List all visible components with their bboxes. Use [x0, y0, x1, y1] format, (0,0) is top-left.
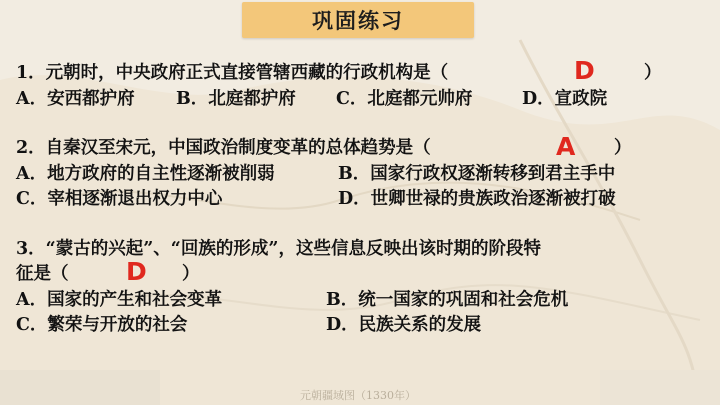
question-2-stem: 2．自秦汉至宋元，中国政治制度变革的总体趋势是（	[16, 138, 431, 158]
question-3-option-c: C．繁荣与开放的社会	[16, 315, 188, 335]
question-3-stem-2: 征是（	[16, 264, 69, 284]
question-2-option-a: A．地方政府的自主性逐渐被削弱	[16, 164, 275, 184]
question-3-option-a: A．国家的产生和社会变革	[16, 290, 223, 310]
question-2-option-b: B．国家行政权逐渐转移到君主手中	[338, 164, 616, 184]
question-1-option-d: D．宣政院	[522, 89, 608, 109]
question-1-stem: 1．元朝时，中央政府正式直接管辖西藏的行政机构是（	[16, 63, 449, 83]
question-3-stem: 3．“蒙古的兴起”、“回族的形成”，这些信息反映出该时期的阶段特	[16, 239, 541, 259]
question-2-option-c: C．宰相逐渐退出权力中心	[16, 189, 223, 209]
question-1-option-a: A．安西都护府	[16, 89, 135, 109]
title-banner	[242, 2, 474, 38]
question-3-stem-line-2	[16, 263, 700, 285]
question-3-close-paren: ）	[182, 264, 200, 284]
question-2-close-paren: ）	[614, 138, 632, 158]
question-3-stem-line-1	[16, 238, 700, 260]
question-2-option-d: D．世卿世禄的贵族政治逐渐被打破	[338, 189, 616, 209]
question-1-option-b: B．北庭都护府	[176, 89, 296, 109]
question-1-stem-line	[16, 62, 700, 84]
question-3-option-d: D．民族关系的发展	[326, 315, 482, 335]
slide-title: 巩固练习	[312, 8, 404, 33]
question-2-answer: A	[556, 132, 576, 161]
question-2-stem-line	[16, 137, 700, 159]
question-1-answer: D	[574, 56, 595, 85]
question-3-answer: D	[126, 257, 147, 286]
question-1-close-paren: ）	[644, 63, 662, 83]
question-1-option-c: C．北庭都元帅府	[336, 89, 473, 109]
question-3-option-b: B．统一国家的巩固和社会危机	[326, 290, 569, 310]
map-caption: 元朝疆域图（1330年）	[300, 389, 416, 402]
